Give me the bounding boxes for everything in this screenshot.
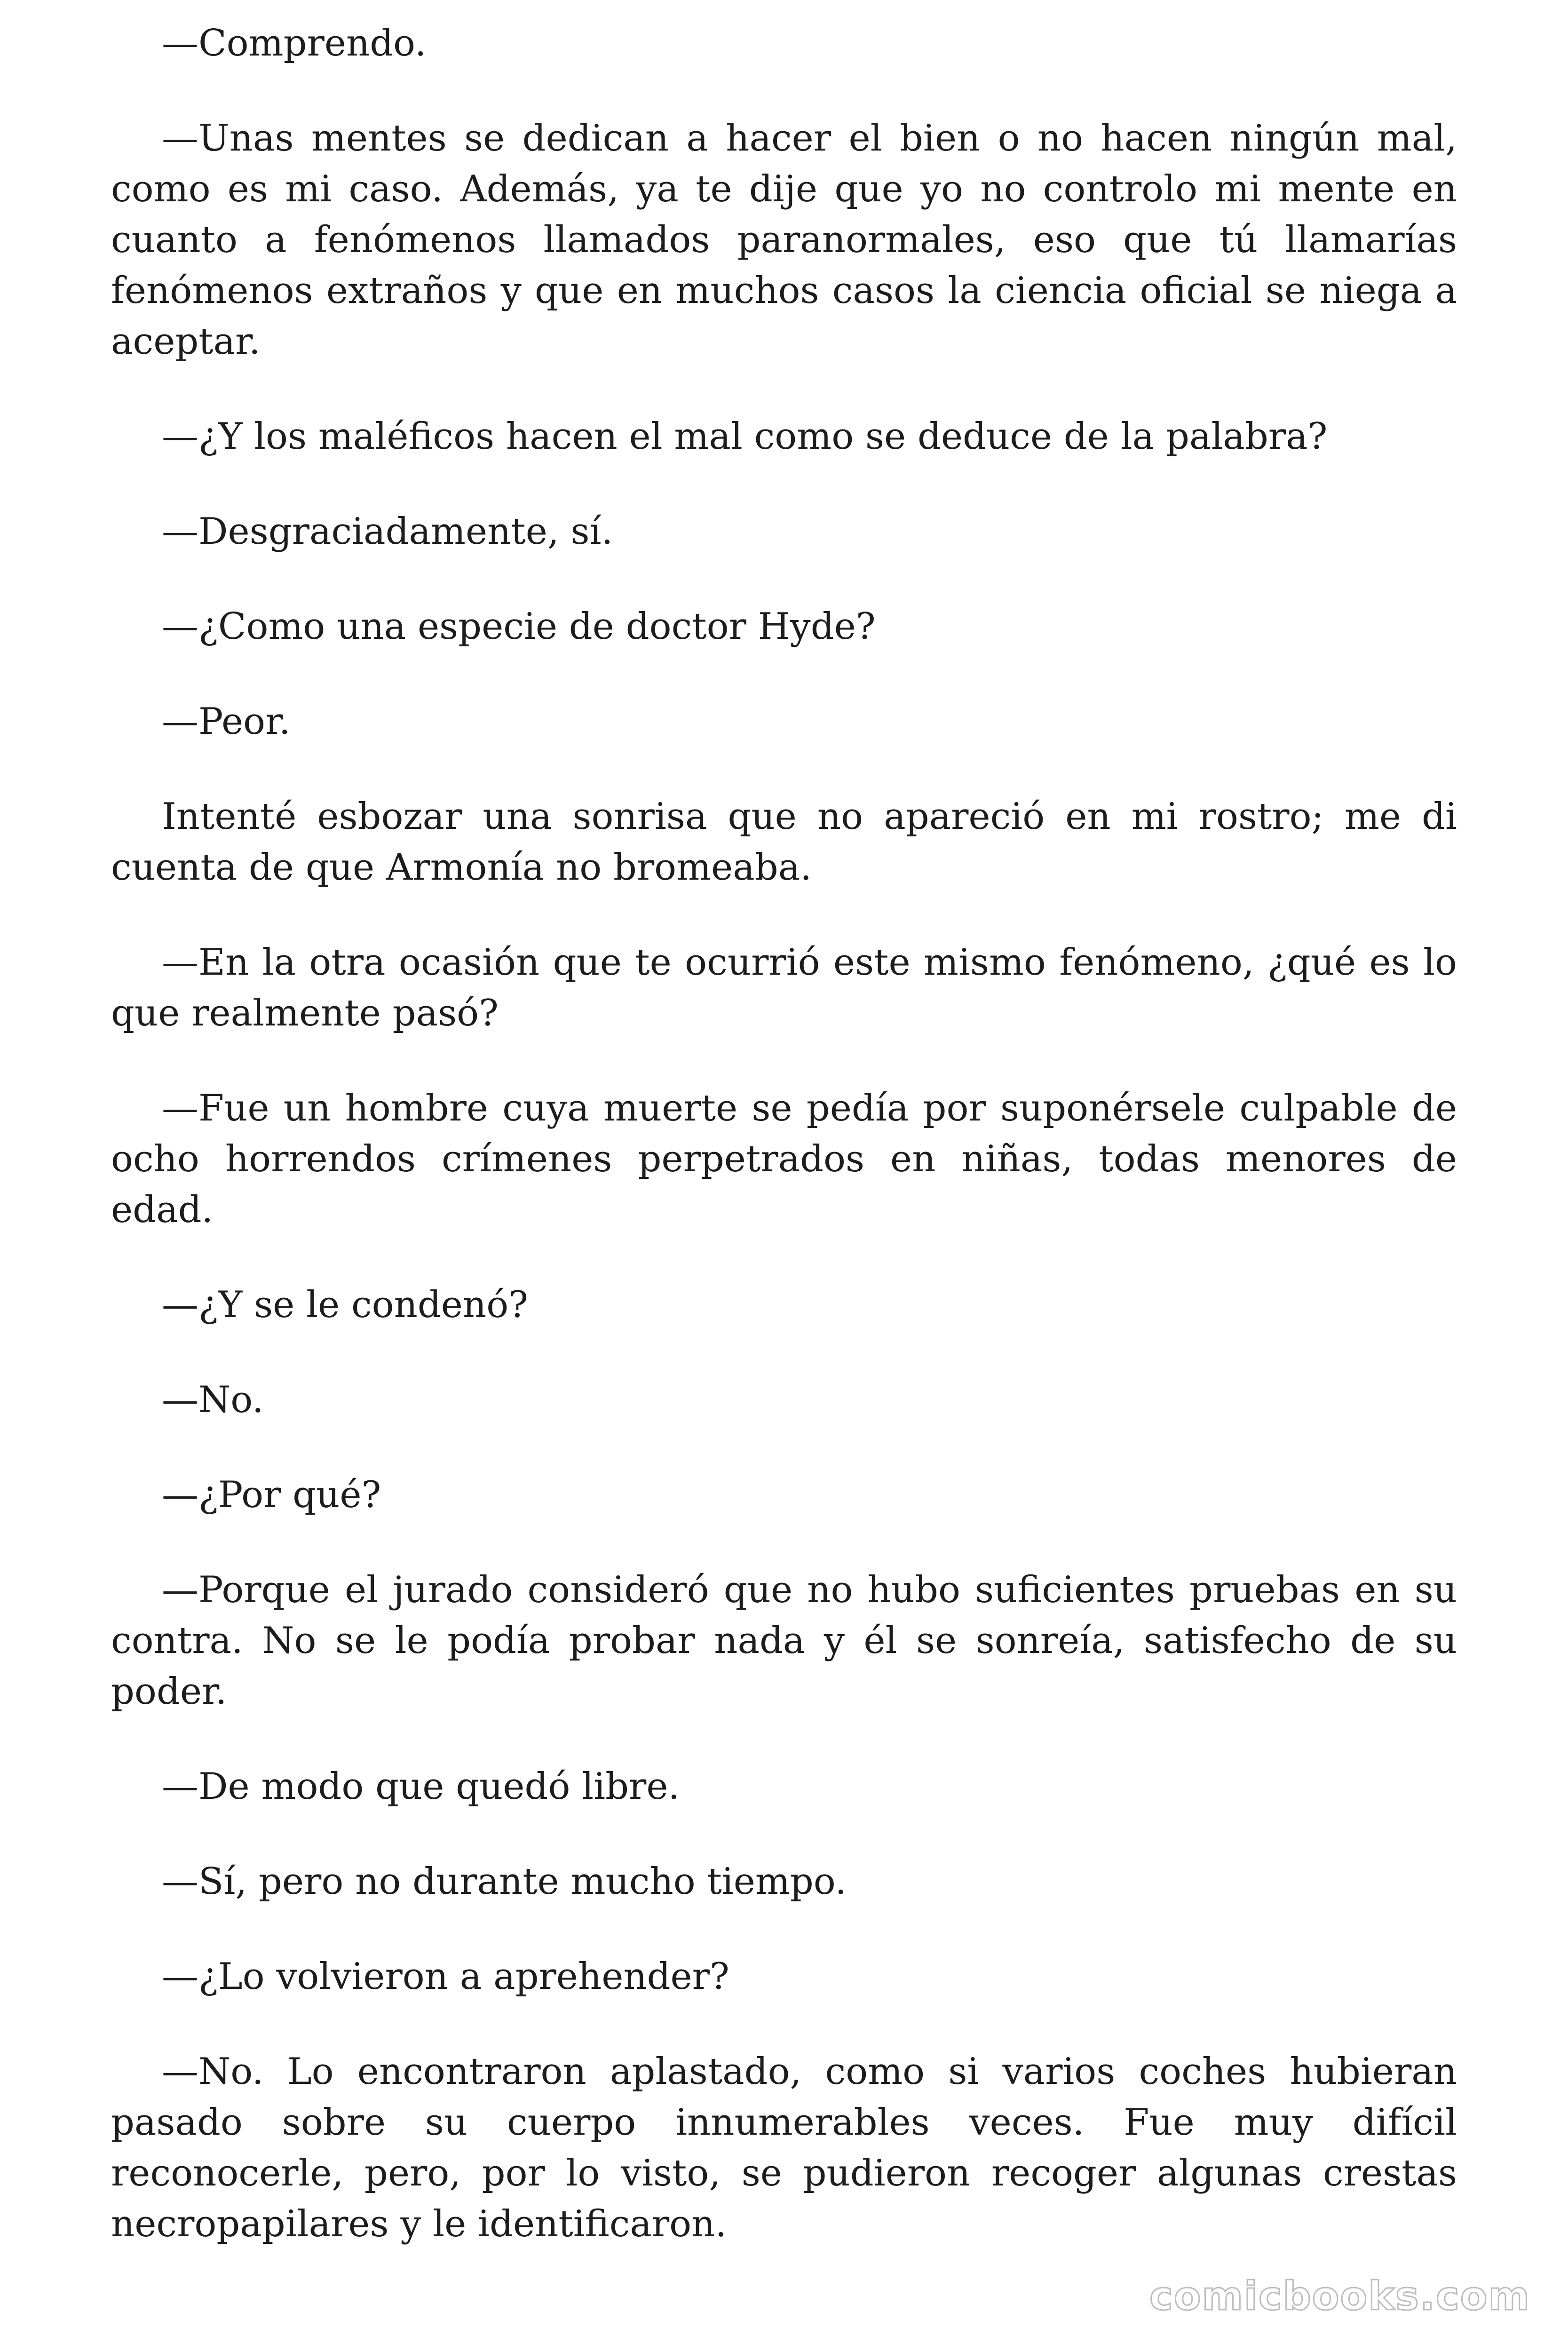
paragraph-16: —¿Lo volvieron a aprehender?	[162, 1955, 729, 1998]
paragraph-4: —Desgraciadamente, sí.	[162, 510, 613, 553]
paragraph-6: —Peor.	[162, 700, 291, 743]
paragraph-17: —No. Lo encontraron aplastado, como si varios coches hubieran pasado sobre su cuerpo innumerables veces. Fue muy difícil reconocerle, pero, por lo visto, se pudieron recoger algunas crestas necropapilares y le identificaron.	[111, 2050, 1457, 2245]
paragraph-10: —¿Y se le condenó?	[162, 1284, 528, 1326]
paragraph-1: —Comprendo.	[162, 22, 427, 64]
paragraph-5: —¿Como una especie de doctor Hyde?	[162, 605, 876, 648]
paragraph-3: —¿Y los maléficos hacen el mal como se deduce de la palabra?	[162, 415, 1328, 458]
page-text	[111, 18, 1457, 2249]
paragraph-11: —No.	[162, 1379, 264, 1421]
paragraph-9: —Fue un hombre cuya muerte se pedía por suponérsele culpable de ocho horrendos crímenes perpetrados en niñas, todas menores de edad.	[111, 1087, 1457, 1231]
paragraph-15: —Sí, pero no durante mucho tiempo.	[162, 1860, 847, 1903]
paragraph-14: —De modo que quedó libre.	[162, 1765, 680, 1808]
paragraph-12: —¿Por qué?	[162, 1474, 381, 1516]
paragraph-7: Intenté esbozar una sonrisa que no apareció en mi rostro; me di cuenta de que Armonía no bromeaba.	[111, 795, 1457, 889]
paragraph-13: —Porque el jurado consideró que no hubo suficientes pruebas en su contra. No se le podía probar nada y él se sonreía, satisfecho de su poder.	[111, 1569, 1457, 1713]
paragraph-8: —En la otra ocasión que te ocurrió este mismo fenómeno, ¿qué es lo que realmente pasó?	[111, 941, 1457, 1034]
paragraph-2: —Unas mentes se dedican a hacer el bien o no hacen ningún mal, como es mi caso. Además, ya te dije que yo no controlo mi mente en cuanto a fenómenos llamados paranormales, eso que tú llamarías fenómenos extraños y que en muchos casos la ciencia oficial se niega a aceptar.	[111, 117, 1457, 363]
watermark: comicbooks.com	[1149, 2273, 1530, 2319]
